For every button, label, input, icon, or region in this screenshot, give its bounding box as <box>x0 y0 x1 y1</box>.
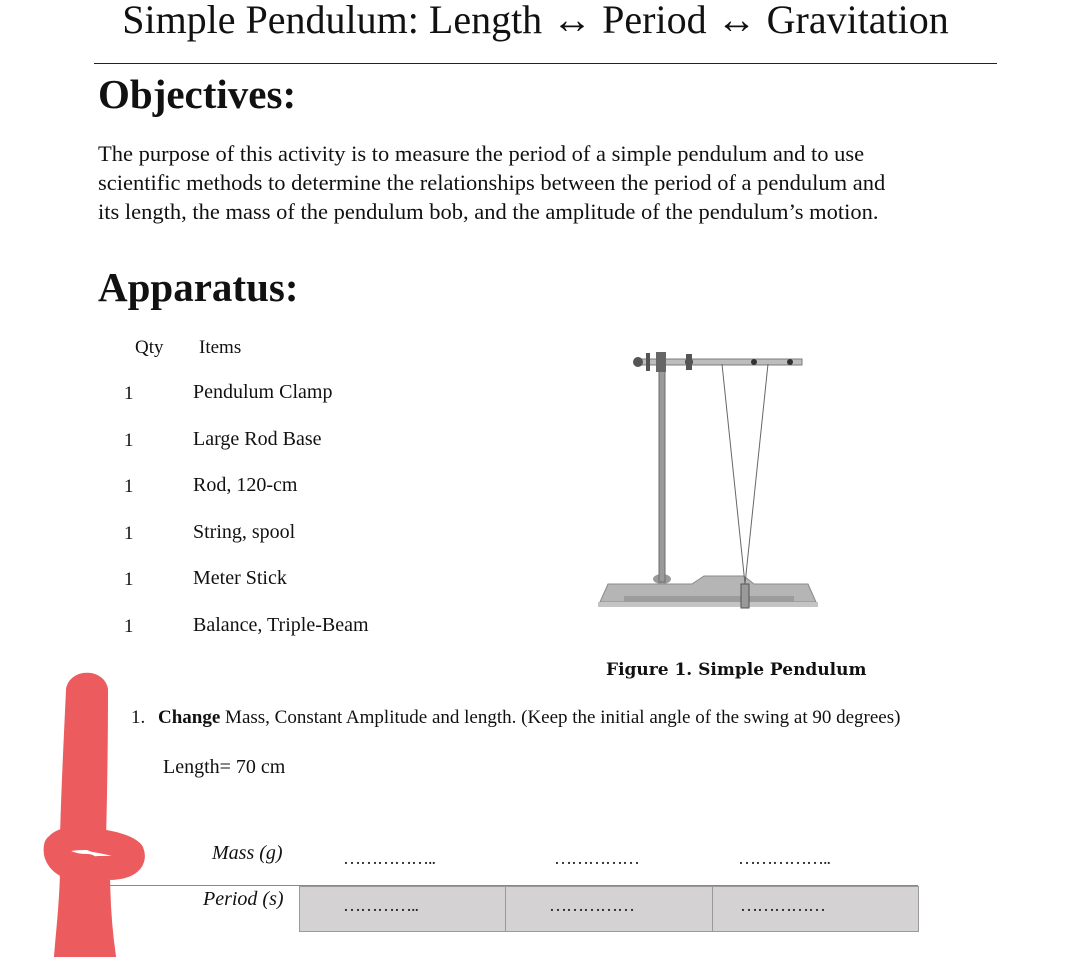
mass-cell[interactable]: …………….. <box>738 848 830 868</box>
objectives-line: The purpose of this activity is to measure the period of a simple pendulum and to use <box>98 141 865 166</box>
period-cell-value: ………….. <box>343 895 418 915</box>
document-title: Simple Pendulum: Length ↔ Period ↔ Gravitation <box>122 0 949 42</box>
highlighter-annotation <box>0 0 160 957</box>
pendulum-figure <box>594 340 824 630</box>
apparatus-heading: Apparatus: <box>98 264 299 310</box>
length-label: Length= 70 cm <box>163 756 286 778</box>
mass-cell[interactable]: …………… <box>554 848 639 868</box>
objectives-paragraph <box>98 139 1003 226</box>
qty-column-header: Qty <box>135 337 164 358</box>
apparatus-item: Balance, Triple-Beam <box>193 614 369 636</box>
apparatus-item: Pendulum Clamp <box>193 381 333 403</box>
apparatus-qty: 1 <box>124 383 134 404</box>
period-row-label: Period (s) <box>203 888 284 910</box>
apparatus-qty: 1 <box>124 430 134 451</box>
apparatus-qty: 1 <box>124 569 134 590</box>
mass-cell[interactable]: …………….. <box>343 848 435 868</box>
items-column-header: Items <box>199 337 242 358</box>
step-bold-word: Change <box>158 707 221 728</box>
title-rule <box>94 63 997 64</box>
step-1 <box>131 707 900 729</box>
objectives-line: its length, the mass of the pendulum bob, and the amplitude of the pendulum’s motion. <box>98 199 879 224</box>
objectives-heading: Objectives: <box>98 71 297 117</box>
apparatus-item: Rod, 120-cm <box>193 474 298 496</box>
apparatus-item: Large Rod Base <box>193 428 322 450</box>
step-number: 1. <box>131 707 146 728</box>
apparatus-qty: 1 <box>124 616 134 637</box>
period-cell-3[interactable] <box>712 886 919 932</box>
apparatus-item: String, spool <box>193 521 296 543</box>
period-cell-1[interactable] <box>299 886 506 932</box>
period-cell-value: …………… <box>740 895 825 915</box>
period-cell-2[interactable] <box>505 886 713 932</box>
objectives-line: scientific methods to determine the relationships between the period of a pendulum and <box>98 170 886 195</box>
step-text: Mass, Constant Amplitude and length. (Keep the initial angle of the swing at 90 degrees) <box>220 707 901 728</box>
apparatus-item: Meter Stick <box>193 567 287 589</box>
apparatus-qty: 1 <box>124 523 134 544</box>
period-cell-value: …………… <box>549 895 634 915</box>
figure-caption: Figure 1. Simple Pendulum <box>606 660 867 680</box>
apparatus-qty: 1 <box>124 476 134 497</box>
mass-row-label: Mass (g) <box>212 842 283 864</box>
